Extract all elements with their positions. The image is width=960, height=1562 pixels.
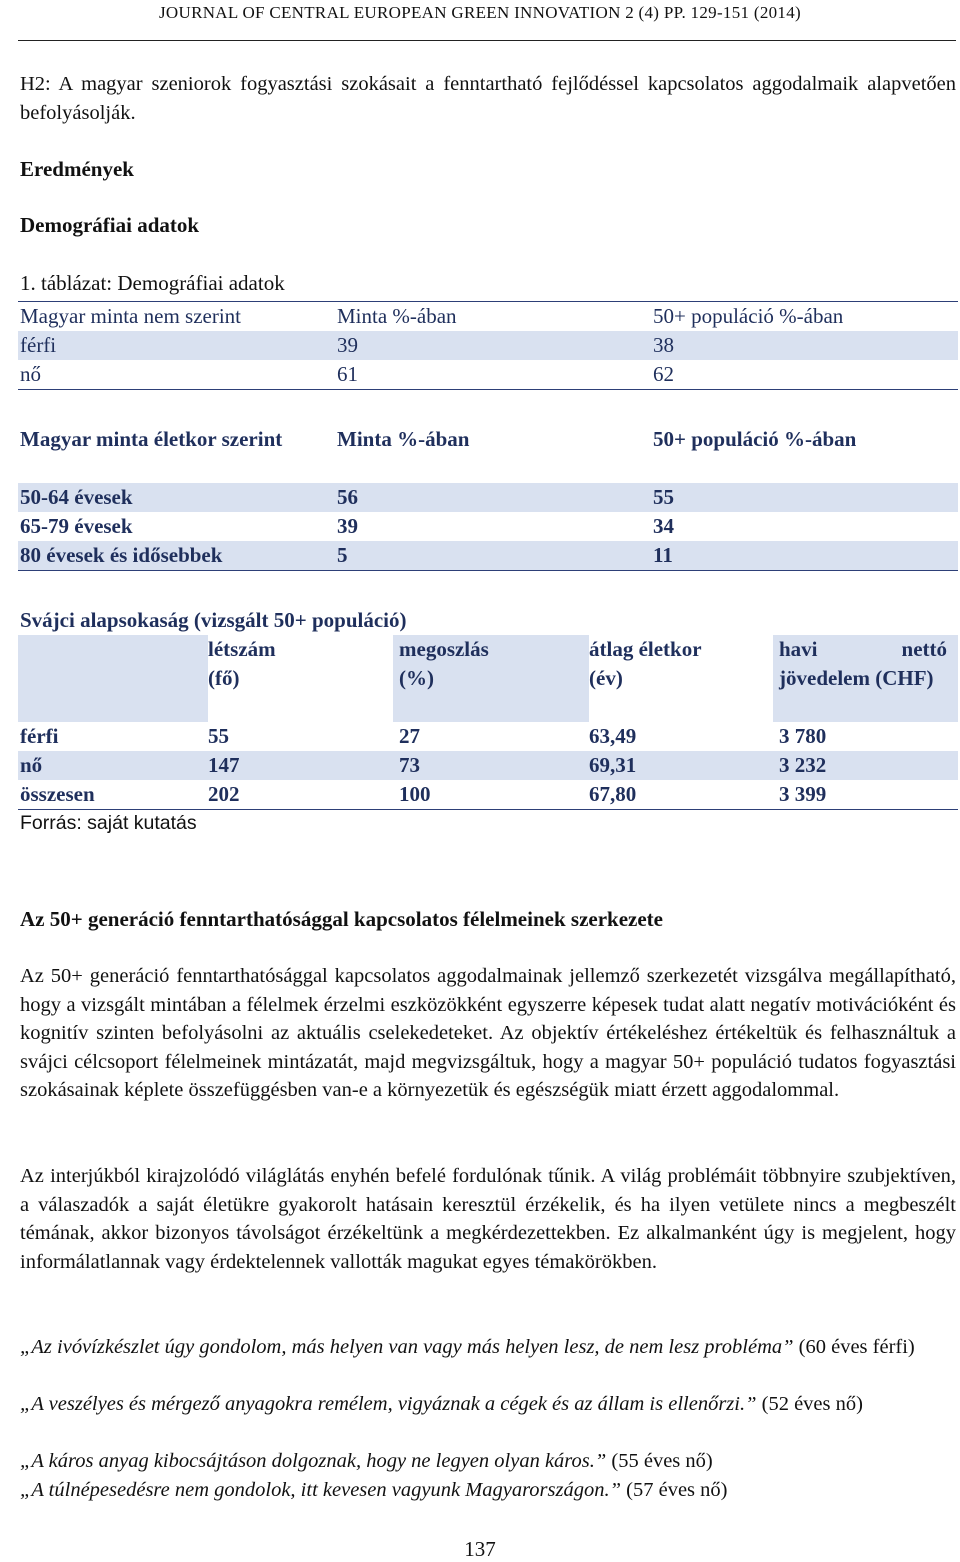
header-text: létszám (fő) xyxy=(208,637,276,690)
quote-text: „Az ivóvízkészlet úgy gondolom, más helyen van vagy más helyen lesz, de nem lesz probléma” xyxy=(20,1336,794,1358)
header-text: megoszlás (%) xyxy=(399,637,489,690)
quote-attribution: (57 éves nő) xyxy=(621,1479,728,1501)
header-text: havi nettó jövedelem (CHF) xyxy=(779,637,947,690)
table-cell: 55 xyxy=(653,485,674,509)
table-source: Forrás: saját kutatás xyxy=(20,812,197,834)
table-cell: 27 xyxy=(399,724,420,748)
table-header-cell: 50+ populáció %-ában xyxy=(653,304,844,328)
table-row xyxy=(18,360,958,390)
demographics-heading: Demográfiai adatok xyxy=(20,213,200,237)
quote-text: „A veszélyes és mérgező anyagokra remélem, vigyáznak a cégek és az állam is ellenőrzi.” xyxy=(20,1393,757,1415)
table-title: Svájci alapsokaság (vizsgált 50+ populáció) xyxy=(20,608,407,632)
table-cell: 34 xyxy=(653,514,674,538)
results-heading: Eredmények xyxy=(20,157,134,181)
table-title-row xyxy=(18,606,958,635)
table-cell: 61 xyxy=(337,362,358,386)
table-header-row xyxy=(18,635,958,722)
table-header-cell: Magyar minta életkor szerint xyxy=(20,427,283,451)
table-cell: 69,31 xyxy=(589,753,637,777)
quote-text: „A káros anyag kibocsájtáson dolgoznak, hogy ne legyen olyan káros.” xyxy=(20,1450,607,1472)
table-row xyxy=(18,722,958,751)
table-cell: 38 xyxy=(653,333,674,357)
swiss-table xyxy=(18,606,958,810)
hypothesis-text: H2: A magyar szeniorok fogyasztási szokásait a fenntartható fejlődéssel kapcsolatos aggodalmaik alapvetően befolyásolják. xyxy=(20,73,956,124)
table-cell: nő xyxy=(20,753,43,777)
quote-item xyxy=(20,1447,956,1476)
gender-table xyxy=(18,301,958,390)
table-cell: 56 xyxy=(337,485,358,509)
table-cell: 11 xyxy=(653,543,673,567)
header-shade xyxy=(18,635,208,722)
table-row xyxy=(18,512,958,541)
header-text: átlag életkor (év) xyxy=(589,637,702,690)
quote-item xyxy=(20,1390,956,1419)
table-cell: 100 xyxy=(399,782,431,806)
table-cell: 3 780 xyxy=(779,724,827,748)
header-divider xyxy=(18,40,956,41)
table-header-cell: Minta %-ában xyxy=(337,304,457,328)
table-header-cell xyxy=(399,635,519,722)
quote-attribution: (52 éves nő) xyxy=(756,1393,863,1415)
table-header-cell: Minta %-ában xyxy=(337,427,470,451)
table-cell: 39 xyxy=(337,333,358,357)
table-row xyxy=(18,541,958,571)
quote-text: „A túlnépesedésre nem gondolok, itt kevesen vagyunk Magyarországon.” xyxy=(20,1479,622,1501)
table-cell: 67,80 xyxy=(589,782,637,806)
table-header-cell: 50+ populáció %-ában xyxy=(653,427,857,451)
page-number: 137 xyxy=(464,1537,496,1561)
table-cell: 3 232 xyxy=(779,753,827,777)
table-cell: 73 xyxy=(399,753,420,777)
table-cell: 39 xyxy=(337,514,358,538)
table-cell: összesen xyxy=(20,782,95,806)
table-cell: 62 xyxy=(653,362,674,386)
table-header-cell xyxy=(589,635,729,722)
table-row xyxy=(18,751,958,780)
table-header-row xyxy=(18,301,958,331)
table-row xyxy=(18,483,958,512)
quote-attribution: (60 éves férfi) xyxy=(793,1336,915,1358)
table-cell: 65-79 évesek xyxy=(20,514,133,538)
table-caption: 1. táblázat: Demográfiai adatok xyxy=(20,271,285,295)
table-header-cell xyxy=(208,635,393,722)
table-row xyxy=(18,331,958,360)
body-paragraph: Az 50+ generáció fenntarthatósággal kapcsolatos aggodalmainak jellemző szerkezetét vizsgálva megállapítható, hogy a vizsgált mintában a félelmek érzelmi eszközökként egyszerre képesek tudat alatt negatív motivációként és kognitív szinten befolyásolni az aktuális cselekedeteket. Az objektív értékeléshez értékeltük és felhasználtuk a svájci célcsoport félelmeinek mintázatát, majd megvizsgáltuk, hogy a magyar 50+ populáció tudatos fogyasztási szokásainak képlete összefüggésben van-e a környezetük és egészségük miatt érzett aggodalommal. xyxy=(20,965,956,1101)
table-cell: 55 xyxy=(208,724,229,748)
table-cell: nő xyxy=(20,362,41,386)
quote-attribution: (55 éves nő) xyxy=(606,1450,713,1472)
quote-item xyxy=(20,1333,956,1362)
table-cell: 147 xyxy=(208,753,240,777)
section-heading: Az 50+ generáció fenntarthatósággal kapcsolatos félelmeinek szerkezete xyxy=(20,907,663,931)
table-cell: férfi xyxy=(20,724,59,748)
table-cell: 3 399 xyxy=(779,782,827,806)
table-cell: 202 xyxy=(208,782,240,806)
body-paragraph: Az interjúkból kirajzolódó világlátás enyhén befelé fordulónak tűnik. A világ problémáit többnyire szubjektíven, a válaszadók a saját életükre gyakorolt hatásain keresztül érzékelik, és ha ilyen vetülete nincs a megbeszélt témának, akkor bizonyos távolságot érzékeltünk a megkérdezettekben. Ez alkalmanként úgy is megjelent, hogy informálatlannak vagy érdektelennek vallották magukat egyes témakörökben. xyxy=(20,1165,956,1273)
journal-header: JOURNAL OF CENTRAL EUROPEAN GREEN INNOVATION 2 (4) PP. 129-151 (2014) xyxy=(159,3,801,22)
table-header-cell xyxy=(779,635,947,722)
table-header-cell: Magyar minta nem szerint xyxy=(20,304,242,328)
table-row xyxy=(18,780,958,810)
age-table xyxy=(18,425,958,571)
table-cell: 50-64 évesek xyxy=(20,485,133,509)
table-header-row xyxy=(18,425,958,483)
table-cell: férfi xyxy=(20,333,57,357)
table-cell: 63,49 xyxy=(589,724,637,748)
table-cell: 5 xyxy=(337,543,348,567)
quote-item xyxy=(20,1476,956,1505)
table-cell: 80 évesek és idősebbek xyxy=(20,543,223,567)
